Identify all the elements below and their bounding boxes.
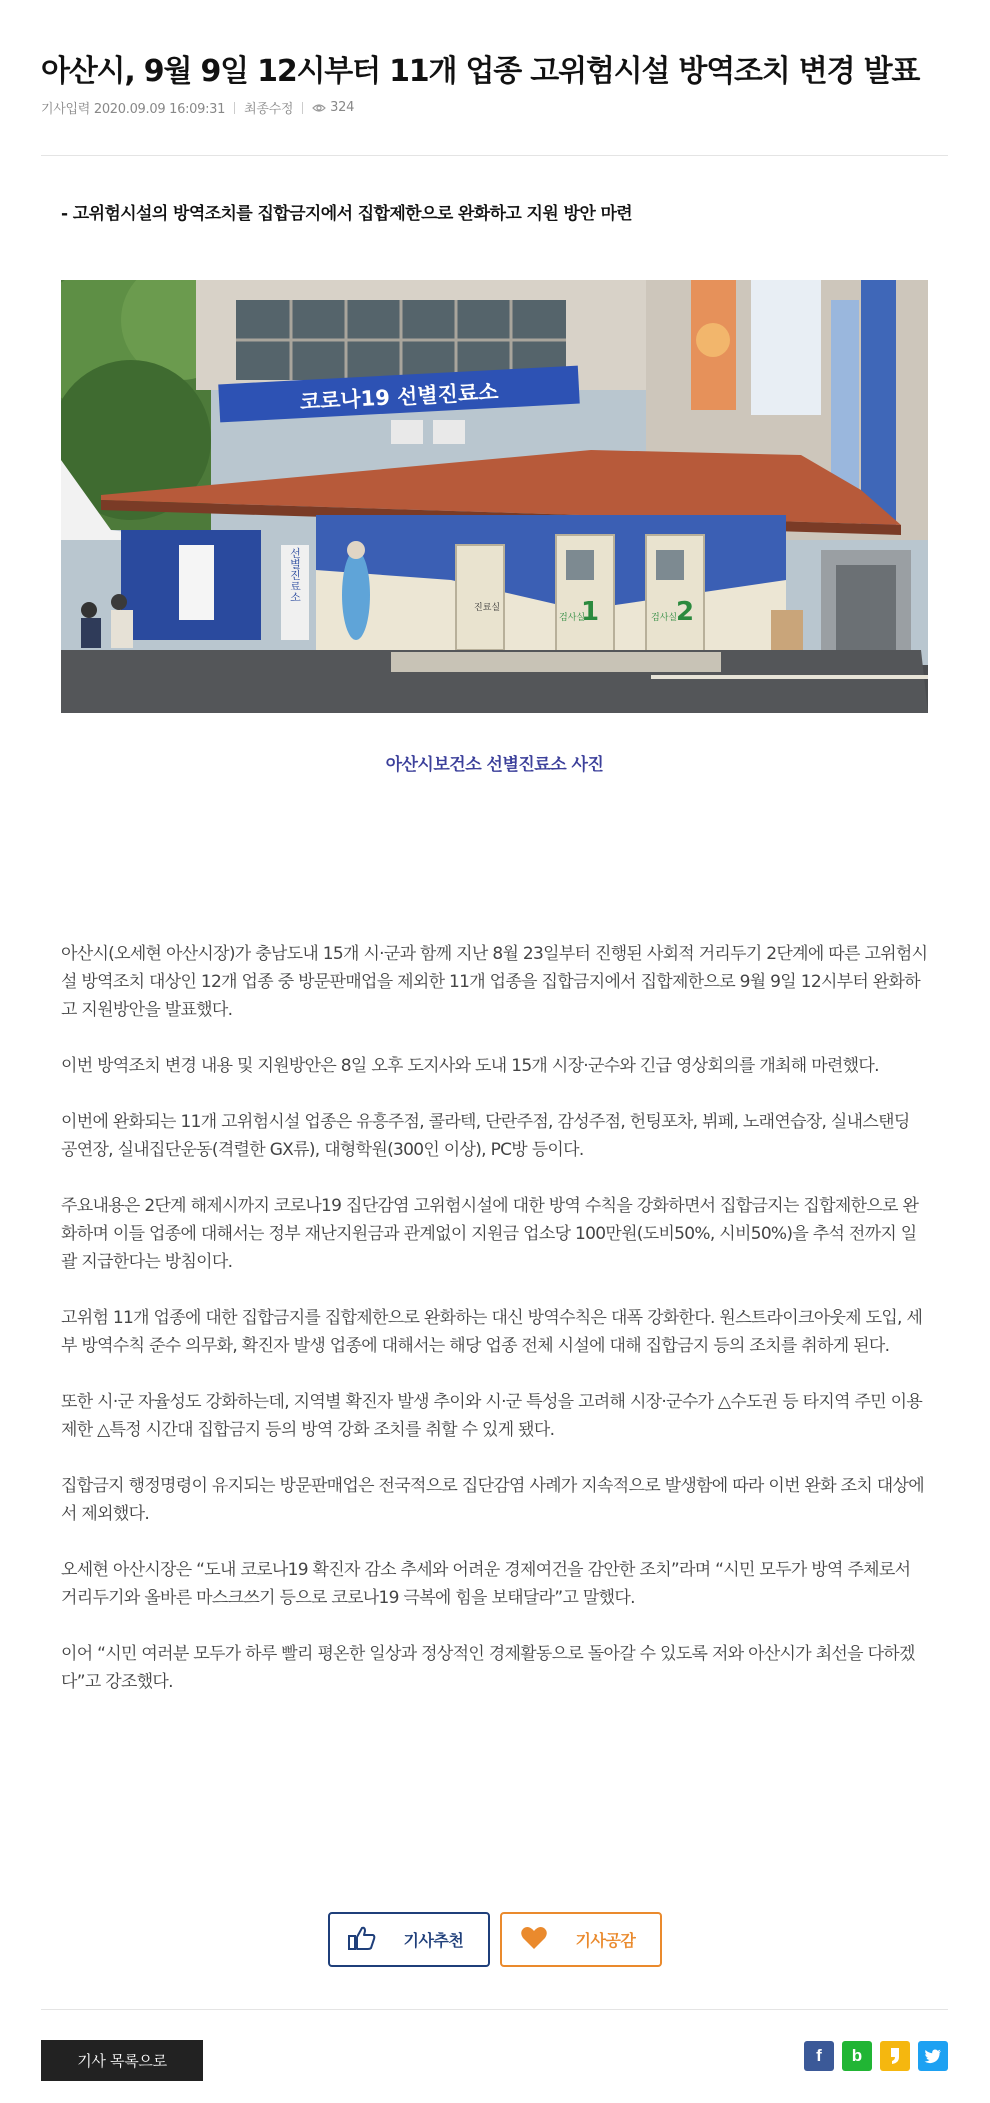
view-count: 324: [330, 100, 355, 115]
article-photo: [61, 280, 928, 713]
empathy-label: 기사공감: [575, 1931, 636, 1950]
reaction-buttons: [41, 1912, 948, 1967]
photo-caption: 아산시보건소 선별진료소 사진: [385, 755, 604, 775]
photo-room2-label: 검사실: [651, 613, 678, 623]
photo-room2-number: 2: [676, 597, 695, 627]
article-subtitle: - 고위험시설의 방역조치를 집합금지에서 집합제한으로 완화하고 지원 방안 마련: [61, 204, 633, 224]
paragraph: 고위험 11개 업종에 대한 집합금지를 집합제한으로 완화하는 대신 방역수칙은 대폭 강화한다. 원스트라이크아웃제 도입, 세부 방역수칙 준수 의무화, 확진자 발생 업종에 대해서는 해당 업종 전체 시설에 대해 집합금지 등의 조치를 취하게 된다.: [61, 1308, 923, 1356]
article-body: [61, 940, 928, 1724]
kakaostory-share-icon[interactable]: [880, 2041, 910, 2071]
article-meta: [41, 98, 354, 117]
heart-icon: [520, 1926, 548, 1954]
recommend-button[interactable]: [328, 1912, 490, 1967]
recommend-label: 기사추천: [403, 1931, 464, 1950]
eye-icon: [312, 103, 326, 113]
article-title: 아산시, 9월 9일 12시부터 11개 업종 고위험시설 방역조치 변경 발표: [41, 54, 920, 89]
paragraph: 또한 시·군 자율성도 강화하는데, 지역별 확진자 발생 추이와 시·군 특성을 고려해 시장·군수가 △수도권 등 타지역 주민 이용 제한 △특정 시간대 집합금지 등의 방역 강화 조치를 취할 수 있게 됐다.: [61, 1392, 923, 1440]
photo-banner-text: 코로나19 선별진료소: [299, 379, 500, 415]
paragraph: 오세현 아산시장은 “도내 코로나19 확진자 감소 추세와 어려운 경제여건을 감안한 조치”라며 “시민 모두가 방역 주체로서 거리두기와 올바른 마스크쓰기 등으로 코로나19 극복에 힘을 보태달라”고 말했다.: [61, 1560, 911, 1608]
back-to-list-button[interactable]: 기사 목록으로: [41, 2040, 203, 2081]
paragraph: 집합금지 행정명령이 유지되는 방문판매업은 전국적으로 집단감염 사례가 지속적으로 발생함에 따라 이번 완화 조치 대상에서 제외했다.: [61, 1476, 924, 1524]
meta-separator: [302, 102, 303, 114]
paragraph: 주요내용은 2단계 해제시까지 코로나19 집단감염 고위험시설에 대한 방역 수칙을 강화하면서 집합금지는 집합제한으로 완화하며 이들 업종에 대해서는 정부 재난지원금과 관계없이 지원금 업소당 100만원(도비50%, 시비50%)을 추석 전까지 일괄 지급한다는 방침이다.: [61, 1196, 919, 1272]
twitter-share-icon[interactable]: [918, 2041, 948, 2071]
meta-separator: [234, 102, 235, 114]
published-date: 기사입력 2020.09.09 16:09:31: [41, 102, 226, 117]
photo-side-sign: 선별진료소: [288, 547, 302, 603]
footer-divider: [41, 2009, 948, 2010]
share-buttons: [804, 2041, 948, 2071]
photo-room1-label: 검사실: [559, 613, 586, 623]
photo-consult-label: 진료실: [474, 603, 501, 613]
paragraph: 이번 방역조치 변경 내용 및 지원방안은 8일 오후 도지사와 도내 15개 시장·군수와 긴급 영상회의를 개최해 마련했다.: [61, 1056, 879, 1076]
paragraph: 아산시(오세현 아산시장)가 충남도내 15개 시·군과 함께 지난 8월 23일부터 진행된 사회적 거리두기 2단계에 따른 고위험시설 방역조치 대상인 12개 업종 중 방문판매업을 제외한 11개 업종을 집합금지에서 집합제한으로 9월 9일 12시부터 완화하고 지원방안을 발표했다.: [61, 944, 928, 1020]
thumbs-up-icon: [348, 1925, 376, 1955]
header-divider: [41, 155, 948, 156]
updated-label: 최종수정: [244, 102, 294, 117]
band-share-icon[interactable]: b: [842, 2041, 872, 2071]
facebook-share-icon[interactable]: f: [804, 2041, 834, 2071]
paragraph: 이번에 완화되는 11개 고위험시설 업종은 유흥주점, 콜라텍, 단란주점, 감성주점, 헌팅포차, 뷔페, 노래연습장, 실내스탠딩 공연장, 실내집단운동(격렬한 GX류), 대형학원(300인 이상), PC방 등이다.: [61, 1112, 910, 1160]
photo-room1-number: 1: [581, 597, 600, 627]
empathy-button[interactable]: [500, 1912, 662, 1967]
paragraph: 이어 “시민 여러분 모두가 하루 빨리 평온한 일상과 정상적인 경제활동으로 돌아갈 수 있도록 저와 아산시가 최선을 다하겠다”고 강조했다.: [61, 1644, 915, 1692]
